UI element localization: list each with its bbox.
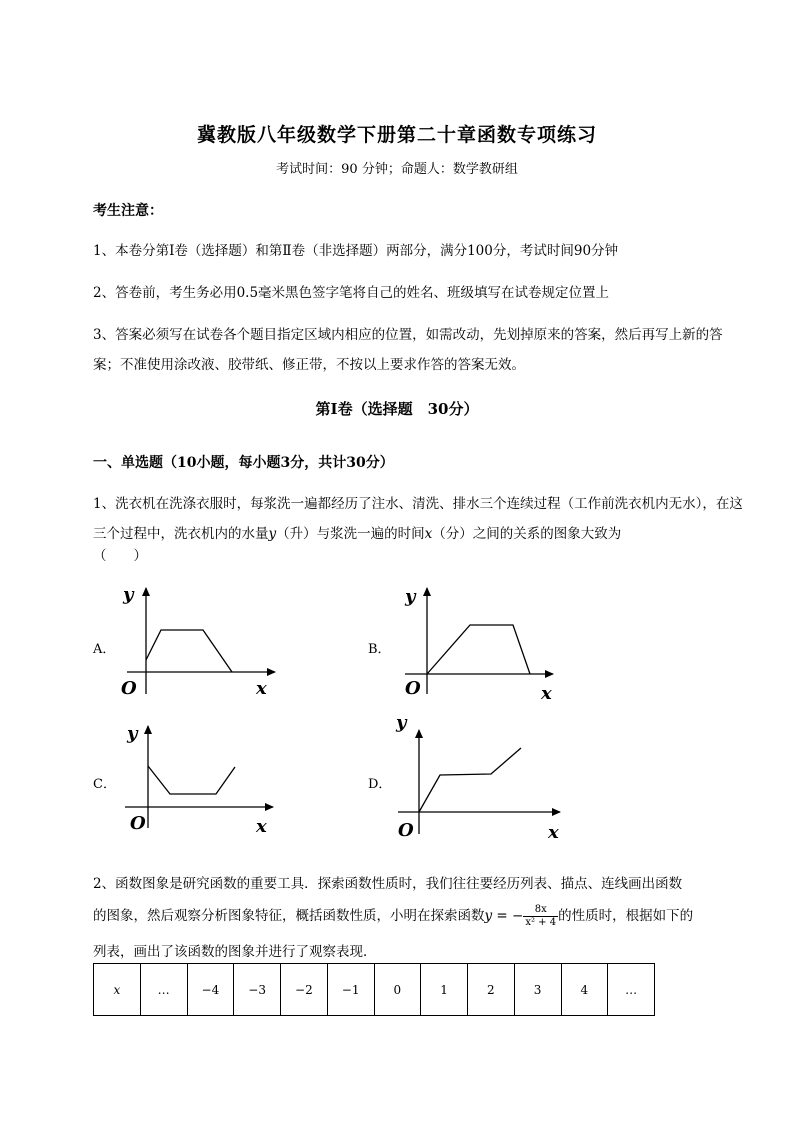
table-cell: 1 [421, 964, 468, 1016]
q2-formula-denominator: x² + 4 [525, 917, 557, 928]
question-1-answer-paren: （ ） [93, 548, 147, 564]
q1-var-y: y [268, 526, 277, 542]
table-cell: … [608, 964, 655, 1016]
q2-formula [484, 904, 559, 928]
q1-text-b: （升）与浆洗一遍的时间 [276, 526, 425, 542]
option-a-graph[interactable] [115, 582, 290, 702]
table-cell: x [94, 964, 141, 1016]
table-cell: −2 [281, 964, 328, 1016]
q2-text-b: 的性质时，根据如下的 [558, 908, 694, 924]
table-cell: 2 [468, 964, 515, 1016]
option-d-x-label: x [548, 822, 559, 843]
option-c-x-label: x [256, 816, 267, 837]
question-2-line-3: 列表，画出了该函数的图象并进行了观察表现． [93, 944, 377, 960]
option-d-y-label: y [396, 712, 407, 733]
table-cell: 0 [374, 964, 421, 1016]
table-row [94, 964, 655, 1016]
option-c-y-label: y [127, 723, 138, 744]
notice-item-1: 1、本卷分第Ⅰ卷（选择题）和第Ⅱ卷（非选择题）两部分，满分100分，考试时间90分钟 [93, 243, 619, 259]
notice-heading: 考生注意： [93, 203, 163, 219]
q2-formula-lhs: y = − [484, 908, 524, 924]
option-b-label[interactable]: B． [368, 642, 391, 657]
question-2-line-1: 2、函数图象是研究函数的重要工具．探索函数性质时，我们往往要经历列表、描点、连线画出函数 [93, 876, 683, 892]
page-title: 冀教版八年级数学下册第二十章函数专项练习 [196, 124, 597, 146]
q2-formula-numerator: 8x [523, 904, 558, 917]
option-d-origin-label: O [398, 820, 414, 841]
option-a-y-label: y [123, 584, 134, 605]
notice-item-2: 2、答卷前，考生务必用0.5毫米黑色签字笔将自己的姓名、班级填写在试卷规定位置上 [93, 285, 610, 301]
section-title: 第Ⅰ卷（选择题 30分） [315, 400, 479, 418]
option-b-graph[interactable] [395, 582, 570, 702]
question-1-text [93, 489, 743, 549]
table-cell: −4 [187, 964, 234, 1016]
part-heading: 一、单选题（10小题，每小题3分，共计30分） [93, 455, 394, 471]
exam-info: 考试时间：90 分钟；命题人：数学教研组 [276, 162, 518, 177]
q1-text-c: （分）之间的关系的图象大致为 [432, 526, 622, 542]
option-c-curve [148, 766, 235, 794]
table-cell: 3 [514, 964, 561, 1016]
table-cell: … [140, 964, 187, 1016]
q1-text-a: 1、洗衣机在洗涤衣服时，每浆洗一遍都经历了注水、清洗、排水三个连续过程（工作前洗衣机内无水），在这三个过程中，洗衣机内的水量 [93, 496, 743, 542]
values-table [93, 963, 655, 1016]
option-c-label[interactable]: C． [93, 777, 116, 792]
question-2-line-2 [93, 900, 743, 932]
option-a-x-label: x [256, 678, 267, 699]
table-cell: −3 [234, 964, 281, 1016]
option-b-x-label: x [541, 683, 552, 702]
option-b-origin-label: O [405, 678, 421, 699]
option-d-label[interactable]: D． [368, 777, 392, 792]
option-a-label[interactable]: A． [93, 642, 116, 657]
option-b-curve [427, 625, 530, 674]
table-cell: 4 [561, 964, 608, 1016]
option-d-curve [419, 748, 521, 812]
q2-formula-fraction [523, 904, 558, 929]
q1-var-x: x [424, 526, 433, 542]
table-cell: −1 [327, 964, 374, 1016]
option-d-graph[interactable] [392, 708, 572, 843]
option-b-y-label: y [405, 586, 416, 607]
notice-item-3: 3、答案必须写在试卷各个题目指定区域内相应的位置，如需改动，先划掉原来的答案，然后再写上新的答案；不准使用涂改液、胶带纸、修正带，不按以上要求作答的答案无效。 [93, 327, 723, 373]
q2-text-a: 的图象，然后观察分析图象特征，概括函数性质，小明在探索函数 [93, 908, 485, 924]
option-c-graph[interactable] [115, 720, 290, 840]
option-a-origin-label: O [121, 678, 137, 699]
option-a-curve [146, 630, 232, 672]
option-c-origin-label: O [130, 813, 146, 834]
